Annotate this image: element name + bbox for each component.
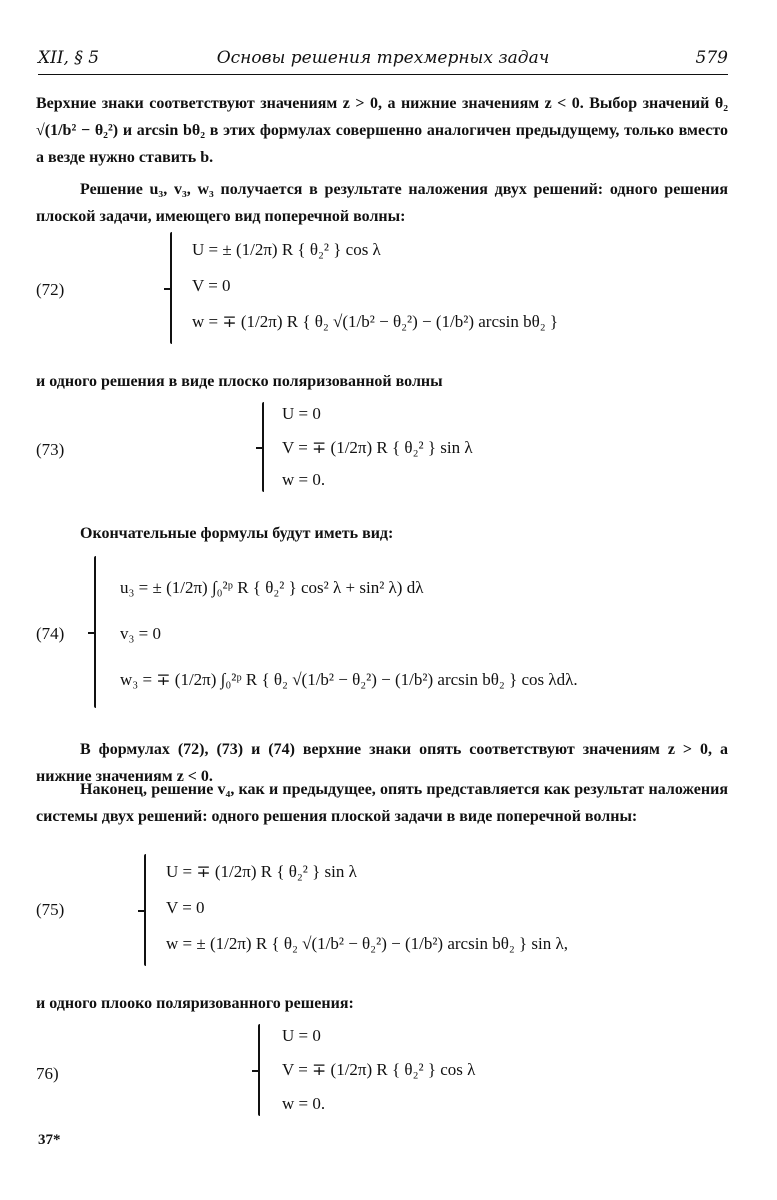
- paragraph-1: Верхние знаки соответствуют значениям z > 0, а нижние значениям z < 0. Выбор значений θ₂ √(1/b² − θ₂²) и arcsin bθ₂ в этих формулах совершенно аналогичен предыдущему, только вместо a везде нужно ставить b.: [36, 95, 728, 166]
- equation-73-line-1: U = 0: [282, 404, 321, 423]
- equation-72-line-2: V = 0: [192, 276, 231, 295]
- paragraph-5: В формулах (72), (73) и (74) верхние знаки опять соответствуют значениям z > 0, а нижние значениям z < 0.: [36, 741, 728, 785]
- page-number: 579: [695, 48, 728, 68]
- equation-76-line-2: V = ∓ (1/2π) R { θ₂² } cos λ: [282, 1060, 476, 1079]
- equation-brace-74: [94, 556, 96, 708]
- paragraph-6: Наконец, решение v₄, как и предыдущее, опять представляется как результат наложения системы двух решений: одного решения плоской задачи в виде поперечной волны:: [36, 781, 728, 825]
- running-head: [38, 48, 728, 75]
- equation-76-line-3: w = 0.: [282, 1094, 326, 1113]
- equation-75-line-3: w = ± (1/2π) R { θ₂ √(1/b² − θ₂²) − (1/b²) arcsin bθ₂ } sin λ,: [166, 934, 568, 953]
- equation-72-line-1: U = ± (1/2π) R { θ₂² } cos λ: [192, 240, 381, 259]
- equation-brace-73: [262, 402, 264, 492]
- equation-brace-72: [170, 232, 172, 344]
- equation-75-line-2: V = 0: [166, 898, 205, 917]
- paragraph-7: и одного плооко поляризованного решения:: [36, 995, 354, 1012]
- equation-72-line-3: w = ∓ (1/2π) R { θ₂ √(1/b² − θ₂²) − (1/b²) arcsin bθ₂ }: [192, 312, 559, 331]
- paragraph-4: Окончательные формулы будут иметь вид:: [80, 525, 394, 542]
- equation-76-line-1: U = 0: [282, 1026, 321, 1045]
- equation-74-line-1: u₃ = ± (1/2π) ∫₀²ᵖ R { θ₂² } cos² λ + sin² λ) dλ: [120, 578, 424, 597]
- equation-74-line-2: v₃ = 0: [120, 624, 162, 643]
- paragraph-2: Решение u₃, v₃, w₃ получается в результате наложения двух решений: одного решения плоской задачи, имеющего вид поперечной волны:: [36, 181, 728, 225]
- equation-brace-75: [144, 854, 146, 966]
- equation-number-73: (73): [36, 440, 65, 459]
- equation-number-72: (72): [36, 280, 65, 299]
- chapter-title: Основы решения трехмерных задач: [216, 48, 550, 68]
- equation-number-76: 76): [36, 1064, 59, 1083]
- equation-74-line-3: w₃ = ∓ (1/2π) ∫₀²ᵖ R { θ₂ √(1/b² − θ₂²) − (1/b²) arcsin bθ₂ } cos λdλ.: [120, 670, 578, 689]
- equation-75-line-1: U = ∓ (1/2π) R { θ₂² } sin λ: [166, 862, 357, 881]
- equation-73-line-2: V = ∓ (1/2π) R { θ₂² } sin λ: [282, 438, 473, 457]
- equation-number-75: (75): [36, 900, 65, 919]
- equation-brace-76: [258, 1024, 260, 1116]
- signature-mark: 37*: [38, 1132, 61, 1148]
- equation-73-line-3: w = 0.: [282, 470, 326, 489]
- paragraph-3: и одного решения в виде плоско поляризованной волны: [36, 373, 443, 390]
- section-ref: XII, § 5: [38, 48, 100, 68]
- equation-number-74: (74): [36, 624, 65, 643]
